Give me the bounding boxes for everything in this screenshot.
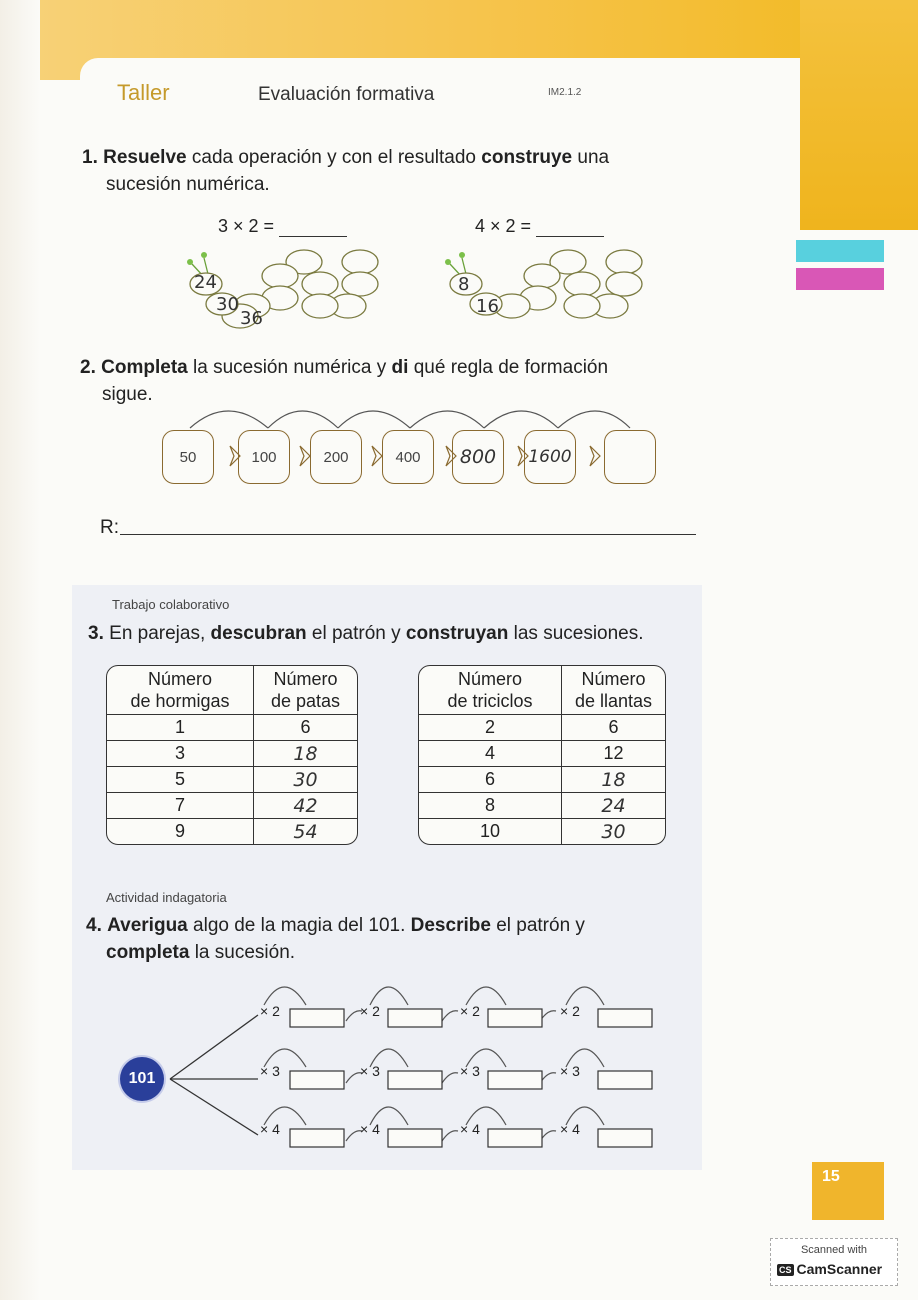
scan-line-1: Scanned with bbox=[800, 1244, 868, 1256]
answer-box-x4-1[interactable] bbox=[290, 1129, 344, 1147]
table-row bbox=[419, 793, 665, 819]
tricycles-cell: 4 bbox=[419, 741, 562, 767]
ants-header-2 bbox=[254, 666, 357, 715]
tricycles-header-2 bbox=[562, 666, 665, 715]
q1-op-right-text: 4 × 2 = bbox=[475, 216, 532, 236]
seq-box-6[interactable]: 1600 bbox=[524, 430, 576, 484]
camscanner-watermark bbox=[770, 1238, 898, 1286]
cat-right-value-1: 8 bbox=[458, 274, 470, 295]
q3-text-1: En parejas, bbox=[109, 623, 211, 644]
q3-instructions bbox=[88, 620, 708, 647]
tricycles-header-2-line2: de llantas bbox=[574, 691, 653, 711]
seq-box-1: 50 bbox=[162, 430, 214, 484]
tricycles-cell: 6 bbox=[419, 767, 562, 793]
legs-cell: 6 bbox=[254, 715, 357, 741]
mult-x3-4: × 3 bbox=[560, 1063, 580, 1079]
tricycles-cell: 8 bbox=[419, 793, 562, 819]
ants-cell: 1 bbox=[107, 715, 254, 741]
table-row bbox=[107, 793, 357, 819]
mult-x4-2: × 4 bbox=[360, 1121, 380, 1137]
q4-verb-describe: Describe bbox=[410, 915, 491, 936]
cyan-marker bbox=[796, 240, 884, 262]
legs-cell-answer[interactable]: 42 bbox=[254, 793, 357, 819]
answer-box-x4-3[interactable] bbox=[488, 1129, 542, 1147]
q2-text-2: qué regla de formación bbox=[408, 357, 609, 378]
answer-box-x2-2[interactable] bbox=[388, 1009, 442, 1027]
cat-right-value-2: 16 bbox=[476, 296, 499, 317]
right-yellow-band bbox=[800, 0, 918, 230]
q3-number: 3. bbox=[88, 623, 104, 644]
answer-box-x2-1[interactable] bbox=[290, 1009, 344, 1027]
q1-text-2: una bbox=[572, 147, 610, 168]
answer-box-x3-1[interactable] bbox=[290, 1071, 344, 1089]
q4-text-1: algo de la magia del 101. bbox=[187, 915, 411, 936]
table-row bbox=[107, 741, 357, 767]
answer-box-x3-3[interactable] bbox=[488, 1071, 542, 1089]
q1-answer-right-blank[interactable] bbox=[536, 218, 604, 237]
mult-x2-4: × 2 bbox=[560, 1003, 580, 1019]
seq-box-4: 400 bbox=[382, 430, 434, 484]
pink-marker bbox=[796, 268, 884, 290]
page-left-edge bbox=[0, 0, 40, 1300]
tricycles-cell: 2 bbox=[419, 715, 562, 741]
q2-text-1: la sucesión numérica y bbox=[187, 357, 392, 378]
ants-cell: 9 bbox=[107, 819, 254, 844]
caterpillar-right bbox=[438, 244, 648, 336]
tires-cell: 12 bbox=[562, 741, 665, 767]
header-tab bbox=[80, 58, 800, 118]
table-row bbox=[107, 715, 357, 741]
scan-brand: CamScanner bbox=[796, 1261, 883, 1277]
tricycles-header-1-line1: Número bbox=[457, 669, 523, 689]
mult-x3-2: × 3 bbox=[360, 1063, 380, 1079]
scan-line-2 bbox=[777, 1261, 882, 1277]
q1-instructions bbox=[82, 144, 722, 198]
q1-operation-right bbox=[475, 216, 604, 237]
legs-cell-answer[interactable]: 30 bbox=[254, 767, 357, 793]
answer-box-x4-4[interactable] bbox=[598, 1129, 652, 1147]
mult-x2-2: × 2 bbox=[360, 1003, 380, 1019]
ants-header-2-line1: Número bbox=[273, 669, 338, 689]
q1-text-1: cada operación y con el resultado bbox=[186, 147, 482, 168]
cat-left-value-3: 36 bbox=[240, 308, 263, 329]
cat-left-value-1: 24 bbox=[194, 272, 217, 293]
section-title: Taller bbox=[117, 80, 170, 105]
mult-x2-1: × 2 bbox=[260, 1003, 280, 1019]
ants-header-2-line2: de patas bbox=[270, 691, 341, 711]
q2-line-2: sigue. bbox=[102, 384, 153, 405]
q1-verb-construye: construye bbox=[481, 147, 573, 168]
mult-x4-1: × 4 bbox=[260, 1121, 280, 1137]
q3-section-label: Trabajo colaborativo bbox=[112, 597, 230, 612]
q2-answer-line[interactable] bbox=[120, 534, 696, 535]
curriculum-code: IM2.1.2 bbox=[548, 87, 582, 98]
mult-x3-3: × 3 bbox=[460, 1063, 480, 1079]
tricycles-cell: 10 bbox=[419, 819, 562, 844]
tires-cell-answer[interactable]: 24 bbox=[562, 793, 665, 819]
seq-box-2: 100 bbox=[238, 430, 290, 484]
ants-header-1-line2: de hormigas bbox=[130, 691, 230, 711]
q4-text-3: la sucesión. bbox=[189, 942, 296, 963]
answer-box-x2-4[interactable] bbox=[598, 1009, 652, 1027]
table-ants bbox=[106, 665, 358, 845]
tricycles-header-1 bbox=[419, 666, 562, 715]
q2-number: 2. bbox=[80, 357, 96, 378]
page-number: 15 bbox=[822, 1168, 840, 1185]
q3-verb-construyan: construyan bbox=[405, 623, 509, 644]
legs-cell-answer[interactable]: 54 bbox=[293, 820, 318, 843]
q2-answer-label: R: bbox=[100, 517, 119, 538]
q1-op-left-text: 3 × 2 = bbox=[218, 216, 275, 236]
answer-box-x4-2[interactable] bbox=[388, 1129, 442, 1147]
section-subtitle: Evaluación formativa bbox=[258, 84, 435, 105]
answer-box-x3-2[interactable] bbox=[388, 1071, 442, 1089]
tires-cell: 6 bbox=[562, 715, 665, 741]
q4-text-2: el patrón y bbox=[490, 915, 585, 936]
ants-header-1 bbox=[107, 666, 254, 715]
tires-cell-answer[interactable]: 18 bbox=[562, 767, 665, 793]
seq-box-3: 200 bbox=[310, 430, 362, 484]
q1-line-2: sucesión numérica. bbox=[106, 174, 270, 195]
tricycles-header-1-line2: de triciclos bbox=[447, 691, 533, 711]
mult-x4-3: × 4 bbox=[460, 1121, 480, 1137]
ants-header-1-line1: Número bbox=[147, 669, 213, 689]
seq-box-7[interactable] bbox=[604, 430, 656, 484]
start-101-badge: 101 bbox=[120, 1057, 164, 1101]
ants-cell: 5 bbox=[107, 767, 254, 793]
q3-text-2: el patrón y bbox=[306, 623, 406, 644]
q2-verb-completa: Completa bbox=[101, 357, 188, 378]
mult-x2-3: × 2 bbox=[460, 1003, 480, 1019]
q4-verb-averigua: Averigua bbox=[107, 915, 188, 936]
q1-answer-left-blank[interactable] bbox=[279, 218, 347, 237]
page-number-tab bbox=[812, 1162, 884, 1220]
q3-text-3: las sucesiones. bbox=[508, 623, 644, 644]
q2-verb-di: di bbox=[391, 357, 409, 378]
q1-verb-resuelve: Resuelve bbox=[103, 147, 187, 168]
answer-box-x2-3[interactable] bbox=[488, 1009, 542, 1027]
q4-verb-completa: completa bbox=[106, 942, 190, 963]
tires-cell-answer[interactable]: 30 bbox=[601, 820, 626, 843]
q4-instructions bbox=[86, 912, 706, 966]
q1-number: 1. bbox=[82, 147, 98, 168]
ants-cell: 7 bbox=[107, 793, 254, 819]
magic-101-diagram bbox=[160, 975, 660, 1155]
tricycles-header-2-line1: Número bbox=[581, 669, 646, 689]
q4-section-label: Actividad indagatoria bbox=[106, 890, 227, 905]
q1-operation-left bbox=[218, 216, 347, 237]
answer-box-x3-4[interactable] bbox=[598, 1071, 652, 1089]
cat-left-value-2: 30 bbox=[216, 294, 239, 315]
camscanner-logo-icon: CS bbox=[779, 1265, 792, 1276]
table-row bbox=[419, 715, 665, 741]
q3-verb-descubran: descubran bbox=[210, 623, 307, 644]
q4-number: 4. bbox=[86, 915, 102, 936]
mult-x3-1: × 3 bbox=[260, 1063, 280, 1079]
table-row bbox=[107, 819, 357, 844]
table-row bbox=[419, 767, 665, 793]
ants-cell: 3 bbox=[107, 741, 254, 767]
seq-box-5[interactable]: 800 bbox=[452, 430, 504, 484]
table-row bbox=[419, 741, 665, 767]
table-tricycles bbox=[418, 665, 666, 845]
legs-cell-answer[interactable]: 18 bbox=[254, 741, 357, 767]
mult-x4-4: × 4 bbox=[560, 1121, 580, 1137]
table-row bbox=[107, 767, 357, 793]
table-row bbox=[419, 819, 665, 844]
